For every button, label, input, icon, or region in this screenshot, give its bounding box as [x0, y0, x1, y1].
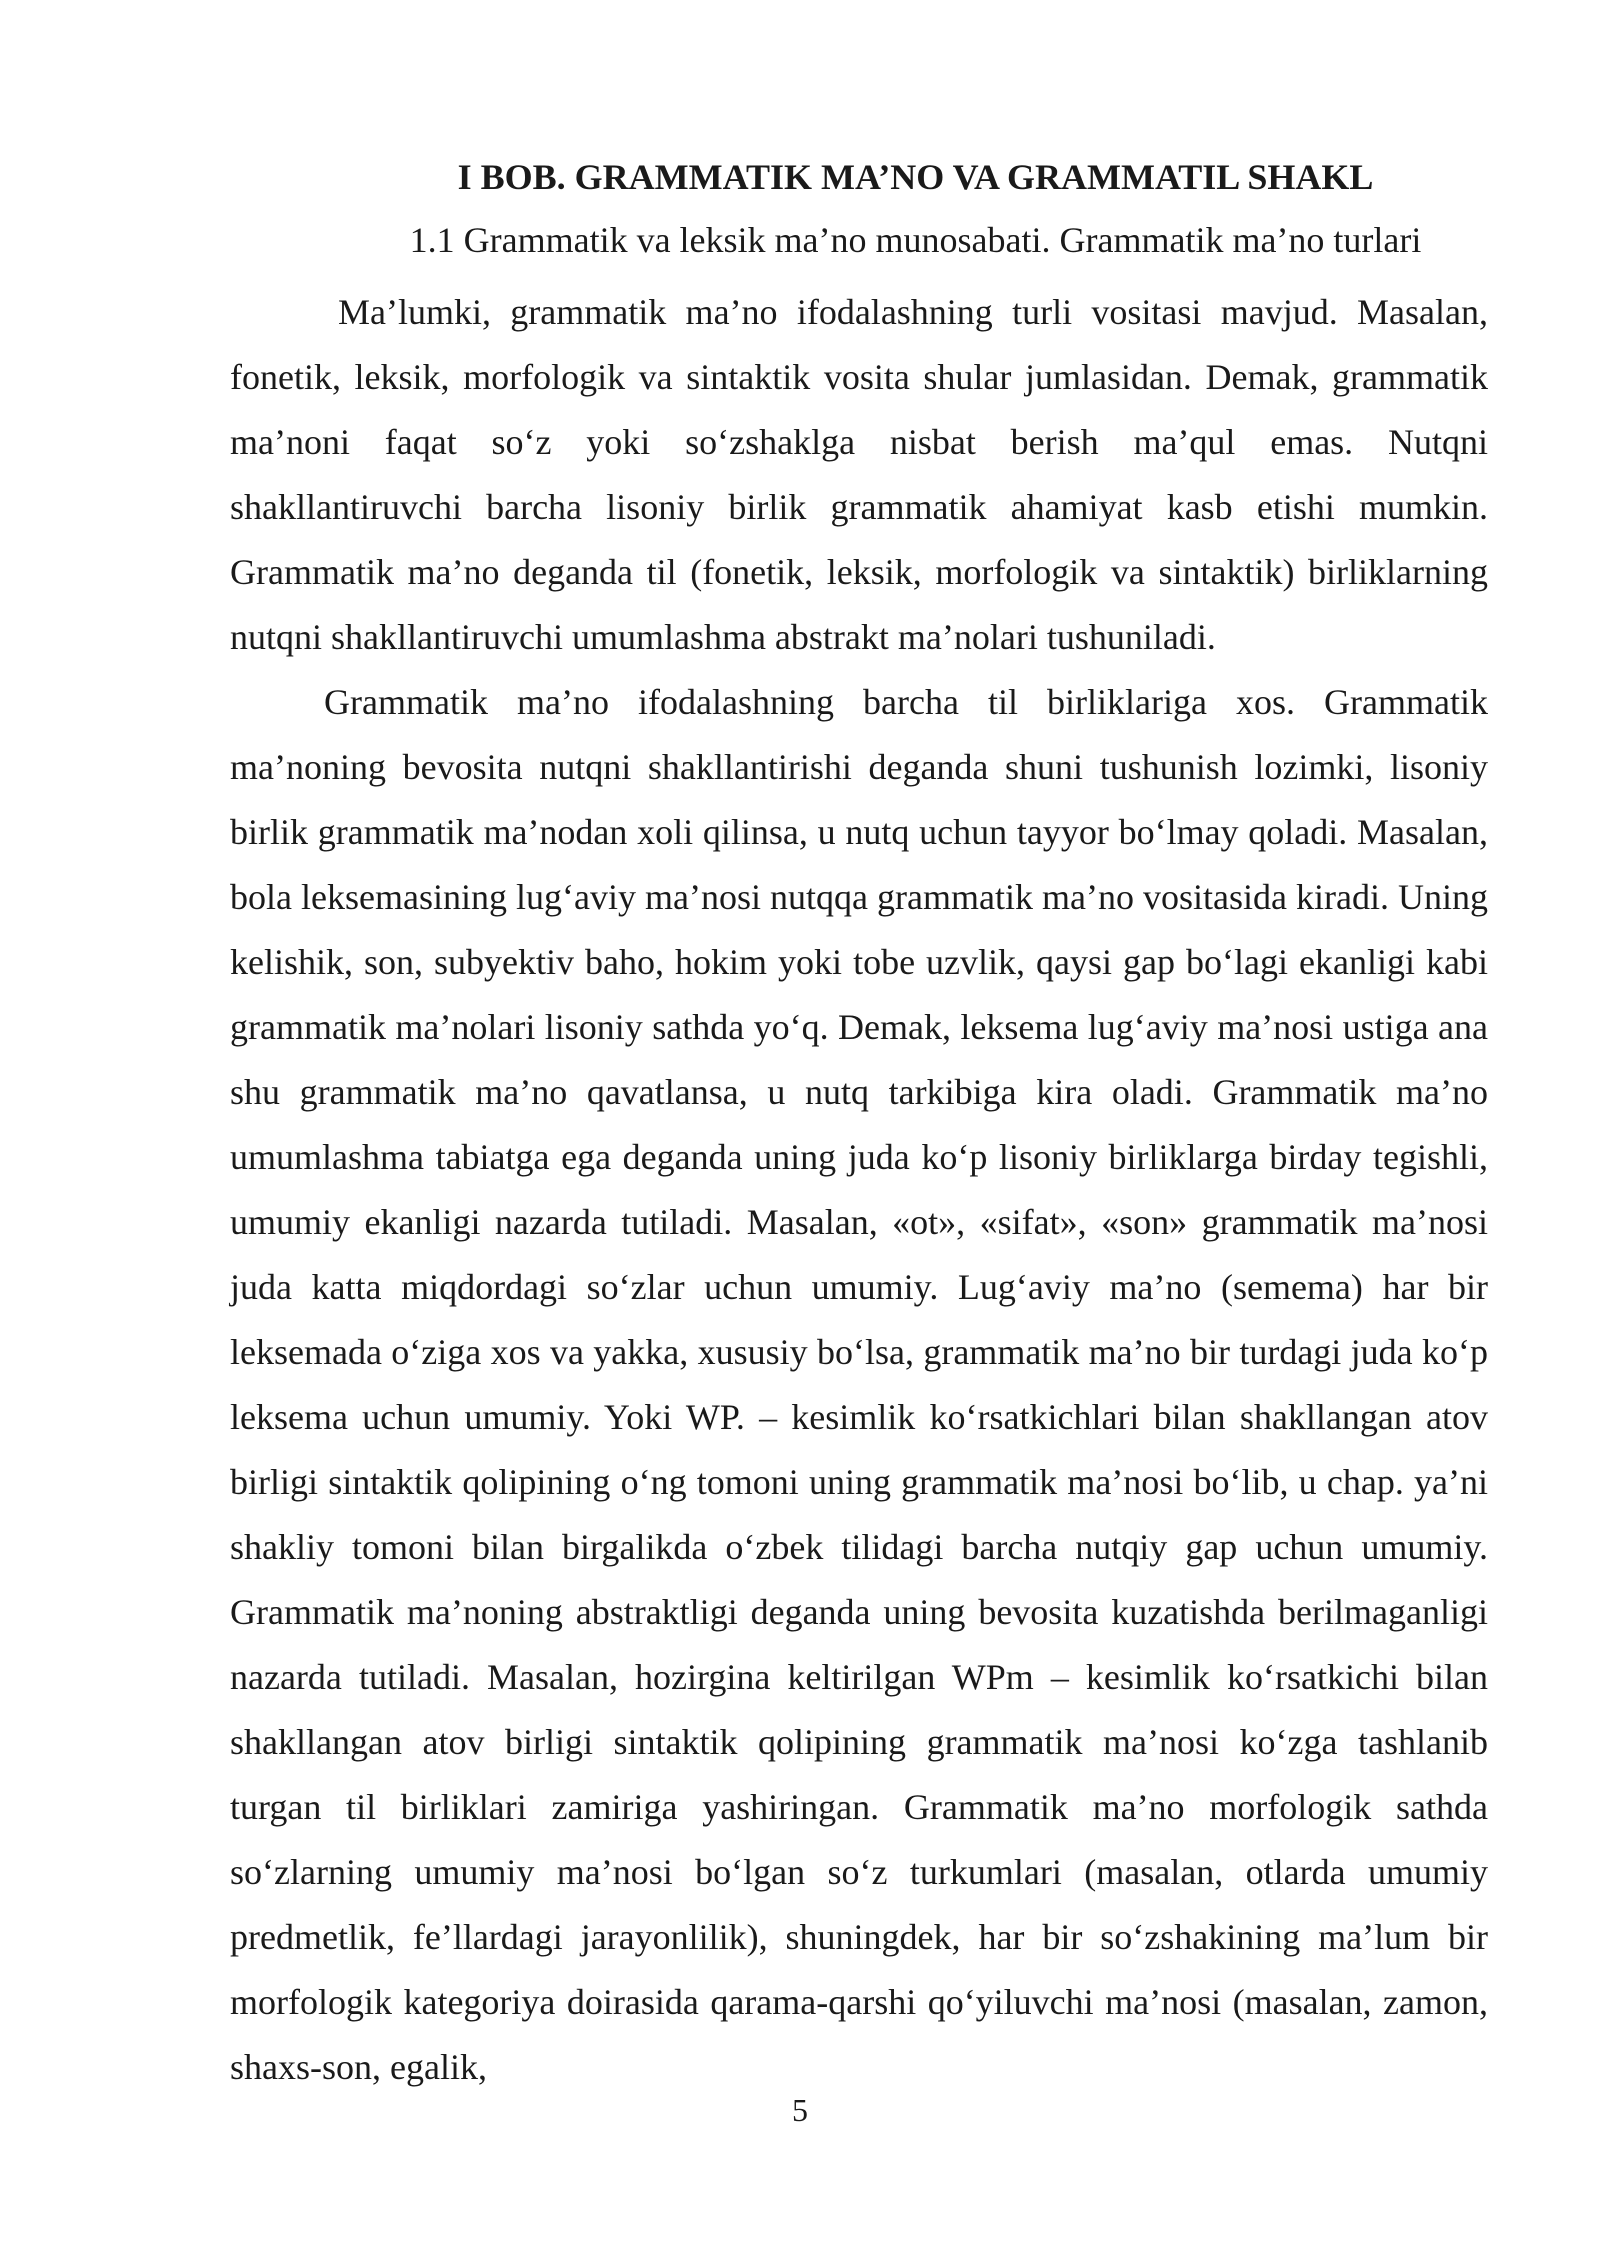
paragraph: Grammatik ma’no ifodalashning barcha til birliklariga xos. Grammatik ma’noning bevosita nutqni shakllantirishi deganda shuni tushunish lozimki, lisoniy birlik grammatik ma’nodan xoli qilinsa, u nutq uchun tayyor bo‘lmay qoladi. Masalan, bola leksemasining lug‘aviy ma’nosi nutqqa grammatik ma’no vositasida kiradi. Uning kelishik, son, subyektiv baho, hokim yoki tobe uzvlik, qaysi gap bo‘lagi ekanligi kabi grammatik ma’nolari lisoniy sathda yo‘q. Demak, leksema lug‘aviy ma’nosi ustiga ana shu grammatik ma’no qavatlansa, u nutq tarkibiga kira oladi. Grammatik ma’no umumlashma tabiatga ega deganda uning juda ko‘p lisoniy birliklarga birday tegishli, umumiy ekanligi nazarda tutiladi. Masalan, «ot», «sifat», «son» grammatik ma’nosi juda katta miqdordagi so‘zlar uchun umumiy. Lug‘aviy ma’no (semema) har bir leksemada o‘ziga xos va yakka, xususiy bo‘lsa, grammatik ma’no bir turdagi juda ko‘p leksema uchun umumiy. Yoki WP. – kesimlik ko‘rsatkichlari bilan shakllangan atov birligi sintaktik qolipining o‘ng tomoni uning grammatik ma’nosi bo‘lib, u chap. ya’ni shakliy tomoni bilan birgalikda o‘zbek tilidagi barcha nutqiy gap uchun umumiy. Grammatik ma’noning abstraktligi deganda uning bevosita kuzatishda berilmaganligi nazarda tutiladi. Masalan, hozirgina keltirilgan WPm – kesimlik ko‘rsatkichi bilan shakllangan atov birligi sintaktik qolipining grammatik ma’nosi ko‘zga tashlanib turgan til birliklari zamiriga yashiringan. Grammatik ma’no morfologik sathda so‘zlarning umumiy ma’nosi bo‘lgan so‘z turkumlari (masalan, otlarda umumiy predmetlik, fe’llardagi jarayonlilik), shuningdek, har bir so‘zshakining ma’lum bir morfologik kategoriya doirasida qarama-qarshi qo‘yiluvchi ma’nosi (masalan, zamon, shaxs-son, egalik, [230, 682, 1488, 2087]
body-text [230, 280, 1488, 2100]
section-title: 1.1 Grammatik va leksik ma’no munosabati. Grammatik ma’no turlari [409, 220, 1422, 260]
page-number: 5 [792, 2092, 808, 2128]
paragraph: Ma’lumki, grammatik ma’no ifodalashning turli vositasi mavjud. Masalan, fonetik, leksik, morfologik va sintaktik vosita shular jumlasidan. Demak, grammatik ma’noni faqat so‘z yoki so‘zshaklga nisbat berish ma’qul emas. Nutqni shakllantiruvchi barcha lisoniy birlik grammatik ahamiyat kasb etishi mumkin. Grammatik ma’no deganda til (fonetik, leksik, morfologik va sintaktik) birliklarning nutqni shakllantiruvchi umumlashma abstrakt ma’nolari tushuniladi. [230, 292, 1488, 657]
chapter-title: I BOB. GRAMMATIK MA’NO VA GRAMMATIL SHAKL [457, 157, 1374, 197]
